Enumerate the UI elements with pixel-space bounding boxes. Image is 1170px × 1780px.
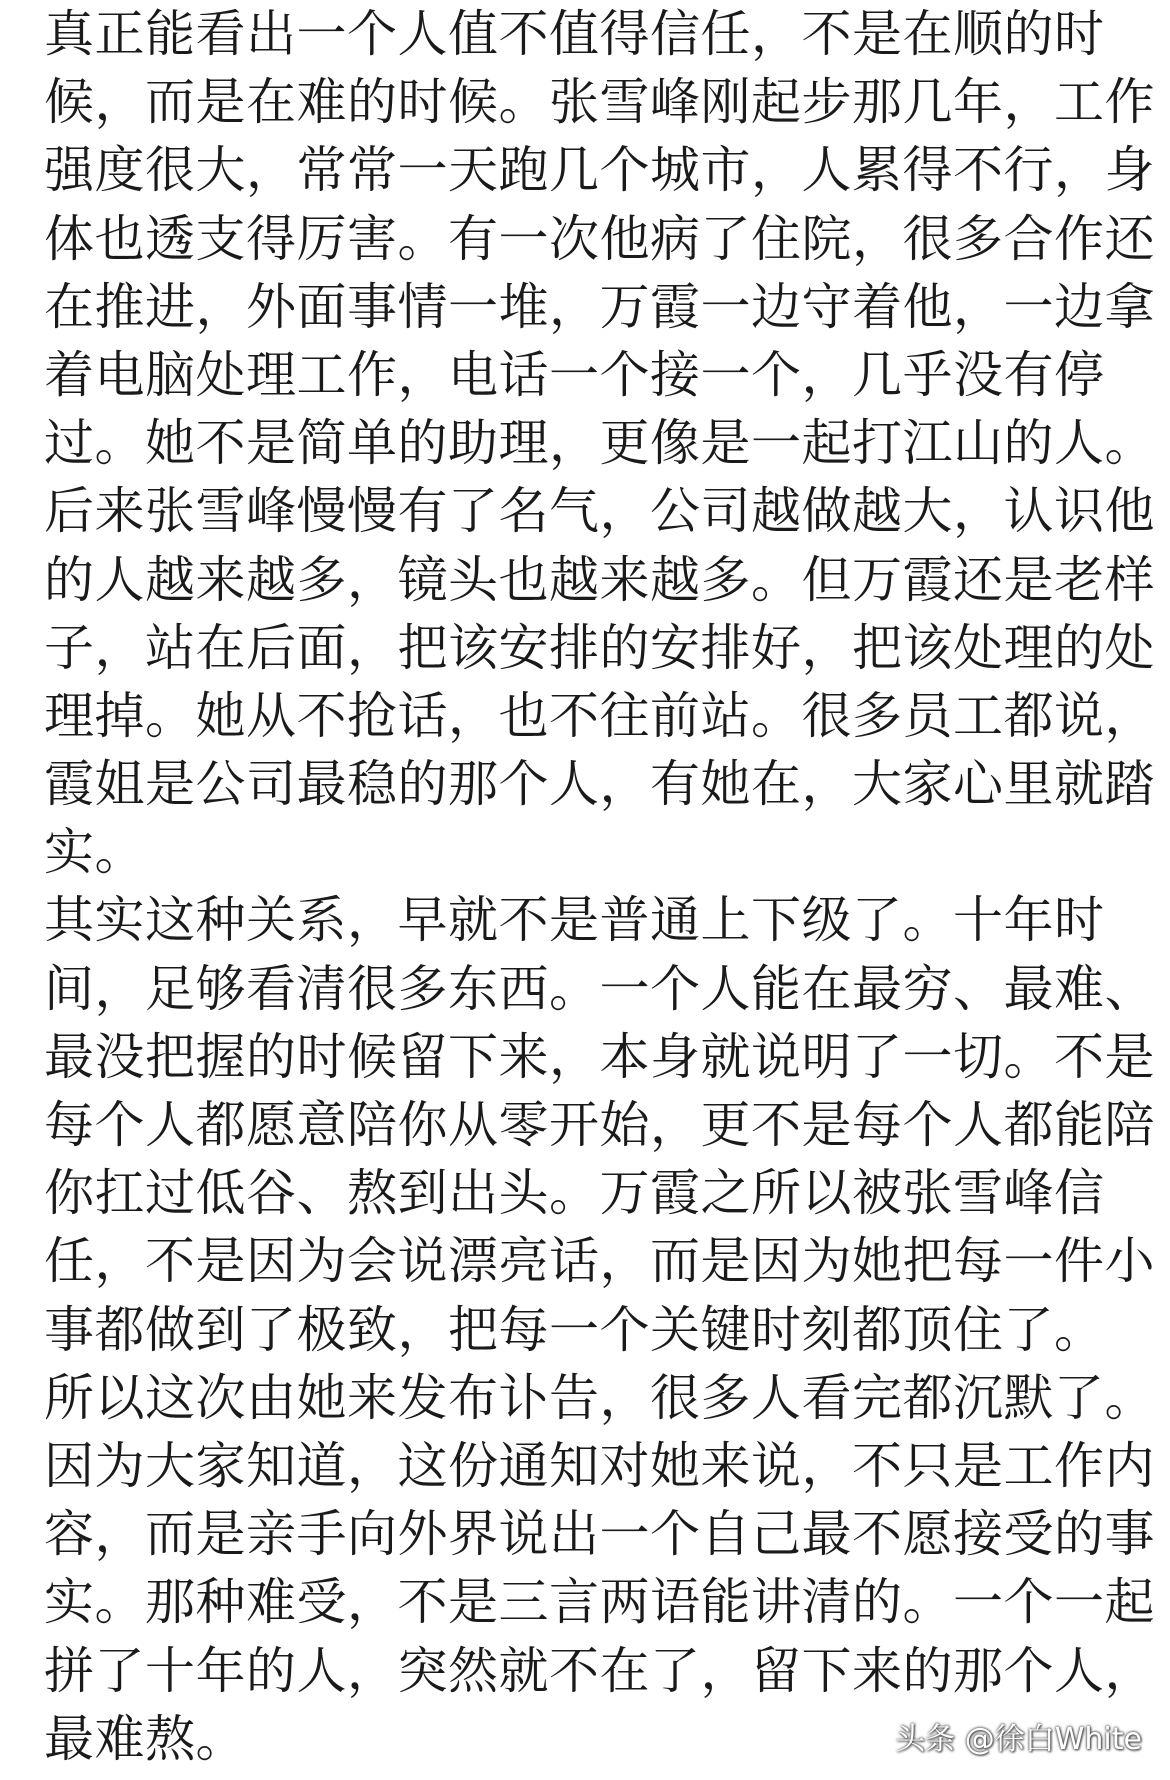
text-line: 实。 [44,823,145,882]
text-line: 体也透支得厉害。有一次他病了住院，很多合作还 [44,209,1155,268]
text-line: 后来张雪峰慢慢有了名气，公司越做越大，认识他 [44,482,1155,541]
text-line: 子，站在后面，把该安排的安排好，把该处理的处 [44,618,1155,677]
text-line: 容，而是亲手向外界说出一个自己最不愿接受的事 [44,1505,1155,1564]
text-line: 其实这种关系，早就不是普通上下级了。十年时 [44,891,1105,950]
text-line: 理掉。她从不抢话，也不往前站。很多员工都说， [44,686,1155,745]
text-line: 任，不是因为会说漂亮话，而是因为她把每一件小 [44,1232,1155,1291]
text-line: 事都做到了极致，把每一个关键时刻都顶住了。 [44,1300,1105,1359]
article-body [44,0,1155,1773]
text-line: 的人越来越多，镜头也越来越多。但万霞还是老样 [44,550,1155,609]
text-line: 候，而是在难的时候。张雪峰刚起步那几年，工作 [44,73,1155,132]
text-line: 最没把握的时候留下来，本身就说明了一切。不是 [44,1027,1155,1086]
text-line: 强度很大，常常一天跑几个城市，人累得不行，身 [44,141,1155,200]
text-line: 所以这次由她来发布讣告，很多人看完都沉默了。 [44,1368,1155,1427]
text-line: 过。她不是简单的助理，更像是一起打江山的人。 [44,414,1155,473]
text-line: 在推进，外面事情一堆，万霞一边守着他，一边拿 [44,277,1155,336]
text-line: 最难熬。 [44,1709,246,1768]
text-line: 拼了十年的人，突然就不在了，留下来的那个人， [44,1641,1155,1700]
text-line: 真正能看出一个人值不值得信任，不是在顺的时 [44,5,1105,63]
text-line: 着电脑处理工作，电话一个接一个，几乎没有停 [44,345,1105,404]
text-line: 间，足够看清很多东西。一个人能在最穷、最难、 [44,959,1155,1018]
text-line: 每个人都愿意陪你从零开始，更不是每个人都能陪 [44,1096,1155,1154]
text-line: 实。那种难受，不是三言两语能讲清的。一个一起 [44,1573,1155,1632]
text-line: 霞姐是公司最稳的那个人，有她在，大家心里就踏 [44,755,1155,814]
text-line: 因为大家知道，这份通知对她来说，不只是工作内 [44,1436,1155,1495]
text-line: 你扛过低谷、熬到出头。万霞之所以被张雪峰信 [44,1164,1105,1223]
toutiao-watermark: 头条 @徐白White [895,1722,1142,1757]
